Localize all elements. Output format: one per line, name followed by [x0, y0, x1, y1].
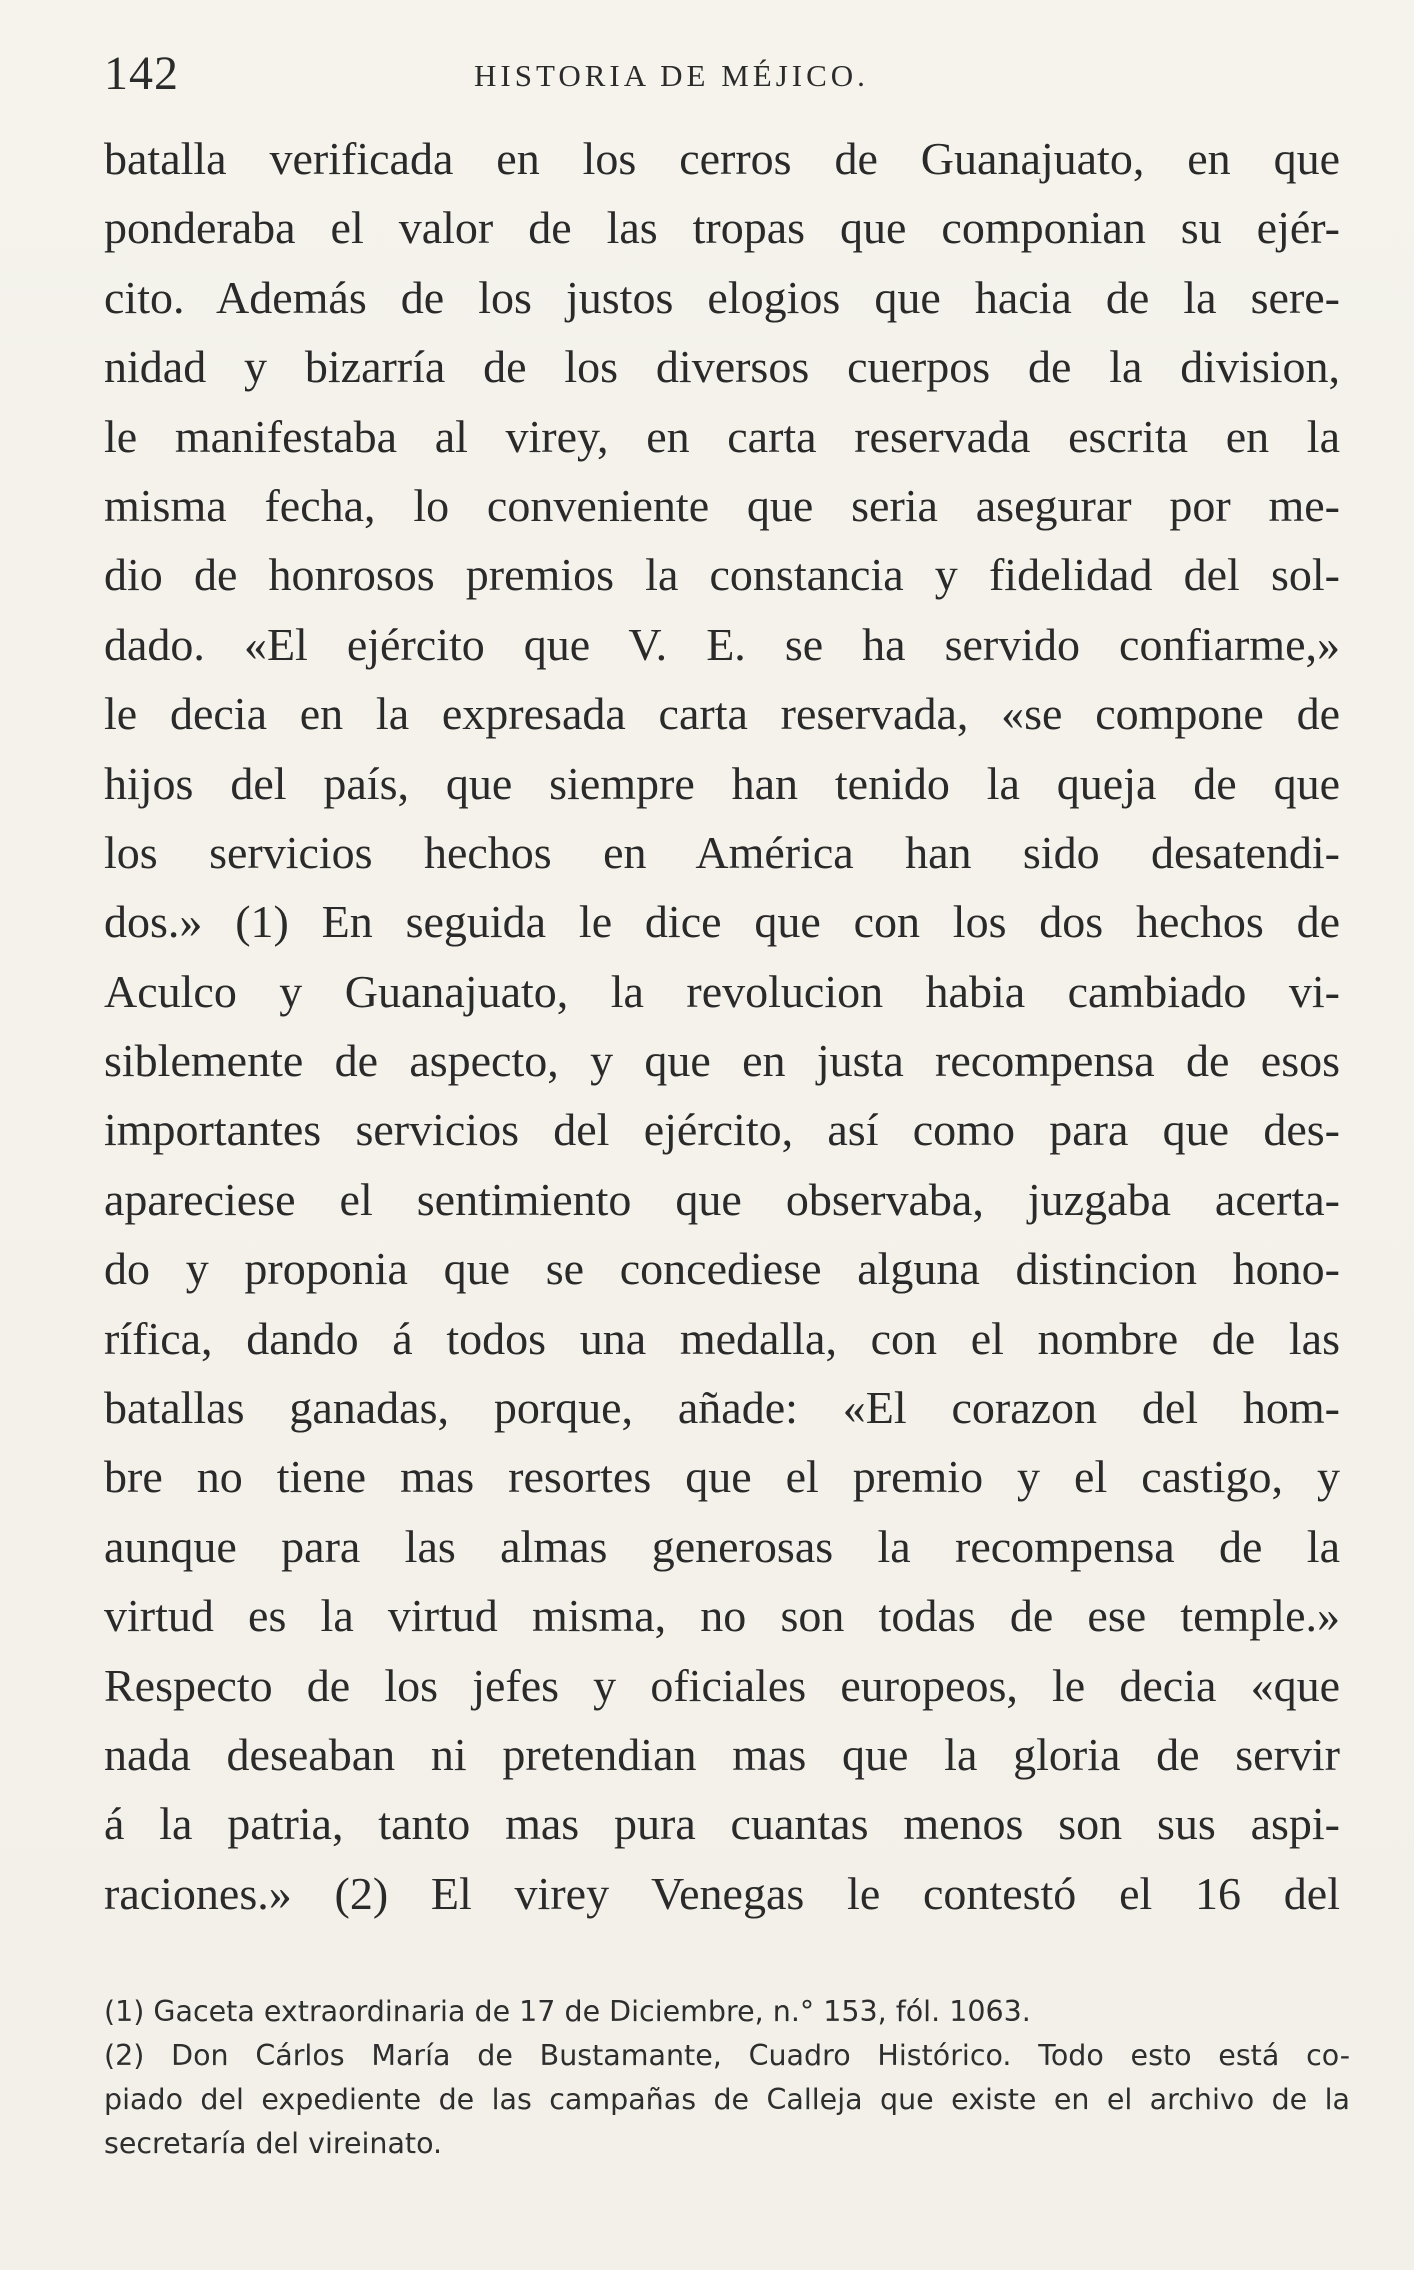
text-line: dado. «El ejército que V. E. se ha servido confiarme,»	[104, 618, 1340, 670]
footnote-1: (1) Gaceta extraordinaria de 17 de Diciembre, n.° 153, fól. 1063.	[104, 1995, 1031, 2028]
footnote-2: (2) Don Cárlos María de Bustamante, Cuadro Histórico. Todo esto está co-	[104, 2039, 1350, 2072]
text-line: raciones.» (2) El virey Venegas le contestó el 16 del	[104, 1867, 1340, 1919]
footnote-2-end: secretaría del vireinato.	[104, 2127, 443, 2160]
text-line: le decia en la expresada carta reservada, «se compone de	[104, 688, 1340, 740]
text-line: batalla verificada en los cerros de Guanajuato, en que	[104, 133, 1340, 184]
text-line: batallas ganadas, porque, añade: «El corazon del hom-	[104, 1382, 1340, 1434]
text-line: dos.» (1) En seguida le dice que con los dos hechos de	[104, 896, 1340, 948]
footnotes	[104, 1990, 1350, 2166]
text-line: virtud es la virtud misma, no son todas de ese temple.»	[104, 1590, 1340, 1642]
text-line: nada deseaban ni pretendian mas que la gloria de servir	[104, 1728, 1340, 1780]
text-line: importantes servicios del ejército, así como para que des-	[104, 1104, 1340, 1156]
text-line: rífica, dando á todos una medalla, con el nombre de las	[104, 1312, 1340, 1364]
text-line: dio de honrosos premios la constancia y fidelidad del sol-	[104, 549, 1340, 601]
text-line: bre no tiene mas resortes que el premio y el castigo, y	[104, 1451, 1340, 1503]
page-header	[104, 40, 1334, 110]
text-line: le manifestaba al virey, en carta reservada escrita en la	[104, 410, 1340, 462]
text-line: cito. Además de los justos elogios que hacia de la sere-	[104, 271, 1340, 323]
main-text	[104, 124, 1340, 1928]
text-line: aunque para las almas generosas la recompensa de la	[104, 1520, 1340, 1572]
text-line: nidad y bizarría de los diversos cuerpos de la division,	[104, 341, 1340, 393]
text-line: hijos del país, que siempre han tenido la queja de que	[104, 757, 1340, 809]
text-line: á la patria, tanto mas pura cuantas menos son sus aspi-	[104, 1798, 1340, 1850]
running-head: HISTORIA DE MÉJICO.	[474, 58, 869, 93]
footnote-2-continued: piado del expediente de las campañas de Calleja que existe en el archivo de la	[104, 2083, 1350, 2116]
text-line: ponderaba el valor de las tropas que componian su ejér-	[104, 202, 1340, 254]
text-line: Respecto de los jefes y oficiales europeos, le decia «que	[104, 1659, 1340, 1711]
text-line: do y proponia que se concediese alguna distincion hono-	[104, 1243, 1340, 1295]
text-line: siblemente de aspecto, y que en justa recompensa de esos	[104, 1035, 1340, 1087]
text-line: los servicios hechos en América han sido desatendi-	[104, 826, 1340, 878]
text-line: Aculco y Guanajuato, la revolucion habia cambiado vi-	[104, 965, 1340, 1017]
text-line: misma fecha, lo conveniente que seria asegurar por me-	[104, 479, 1340, 531]
text-line: apareciese el sentimiento que observaba, juzgaba acerta-	[104, 1173, 1340, 1225]
page-number: 142	[104, 47, 179, 100]
